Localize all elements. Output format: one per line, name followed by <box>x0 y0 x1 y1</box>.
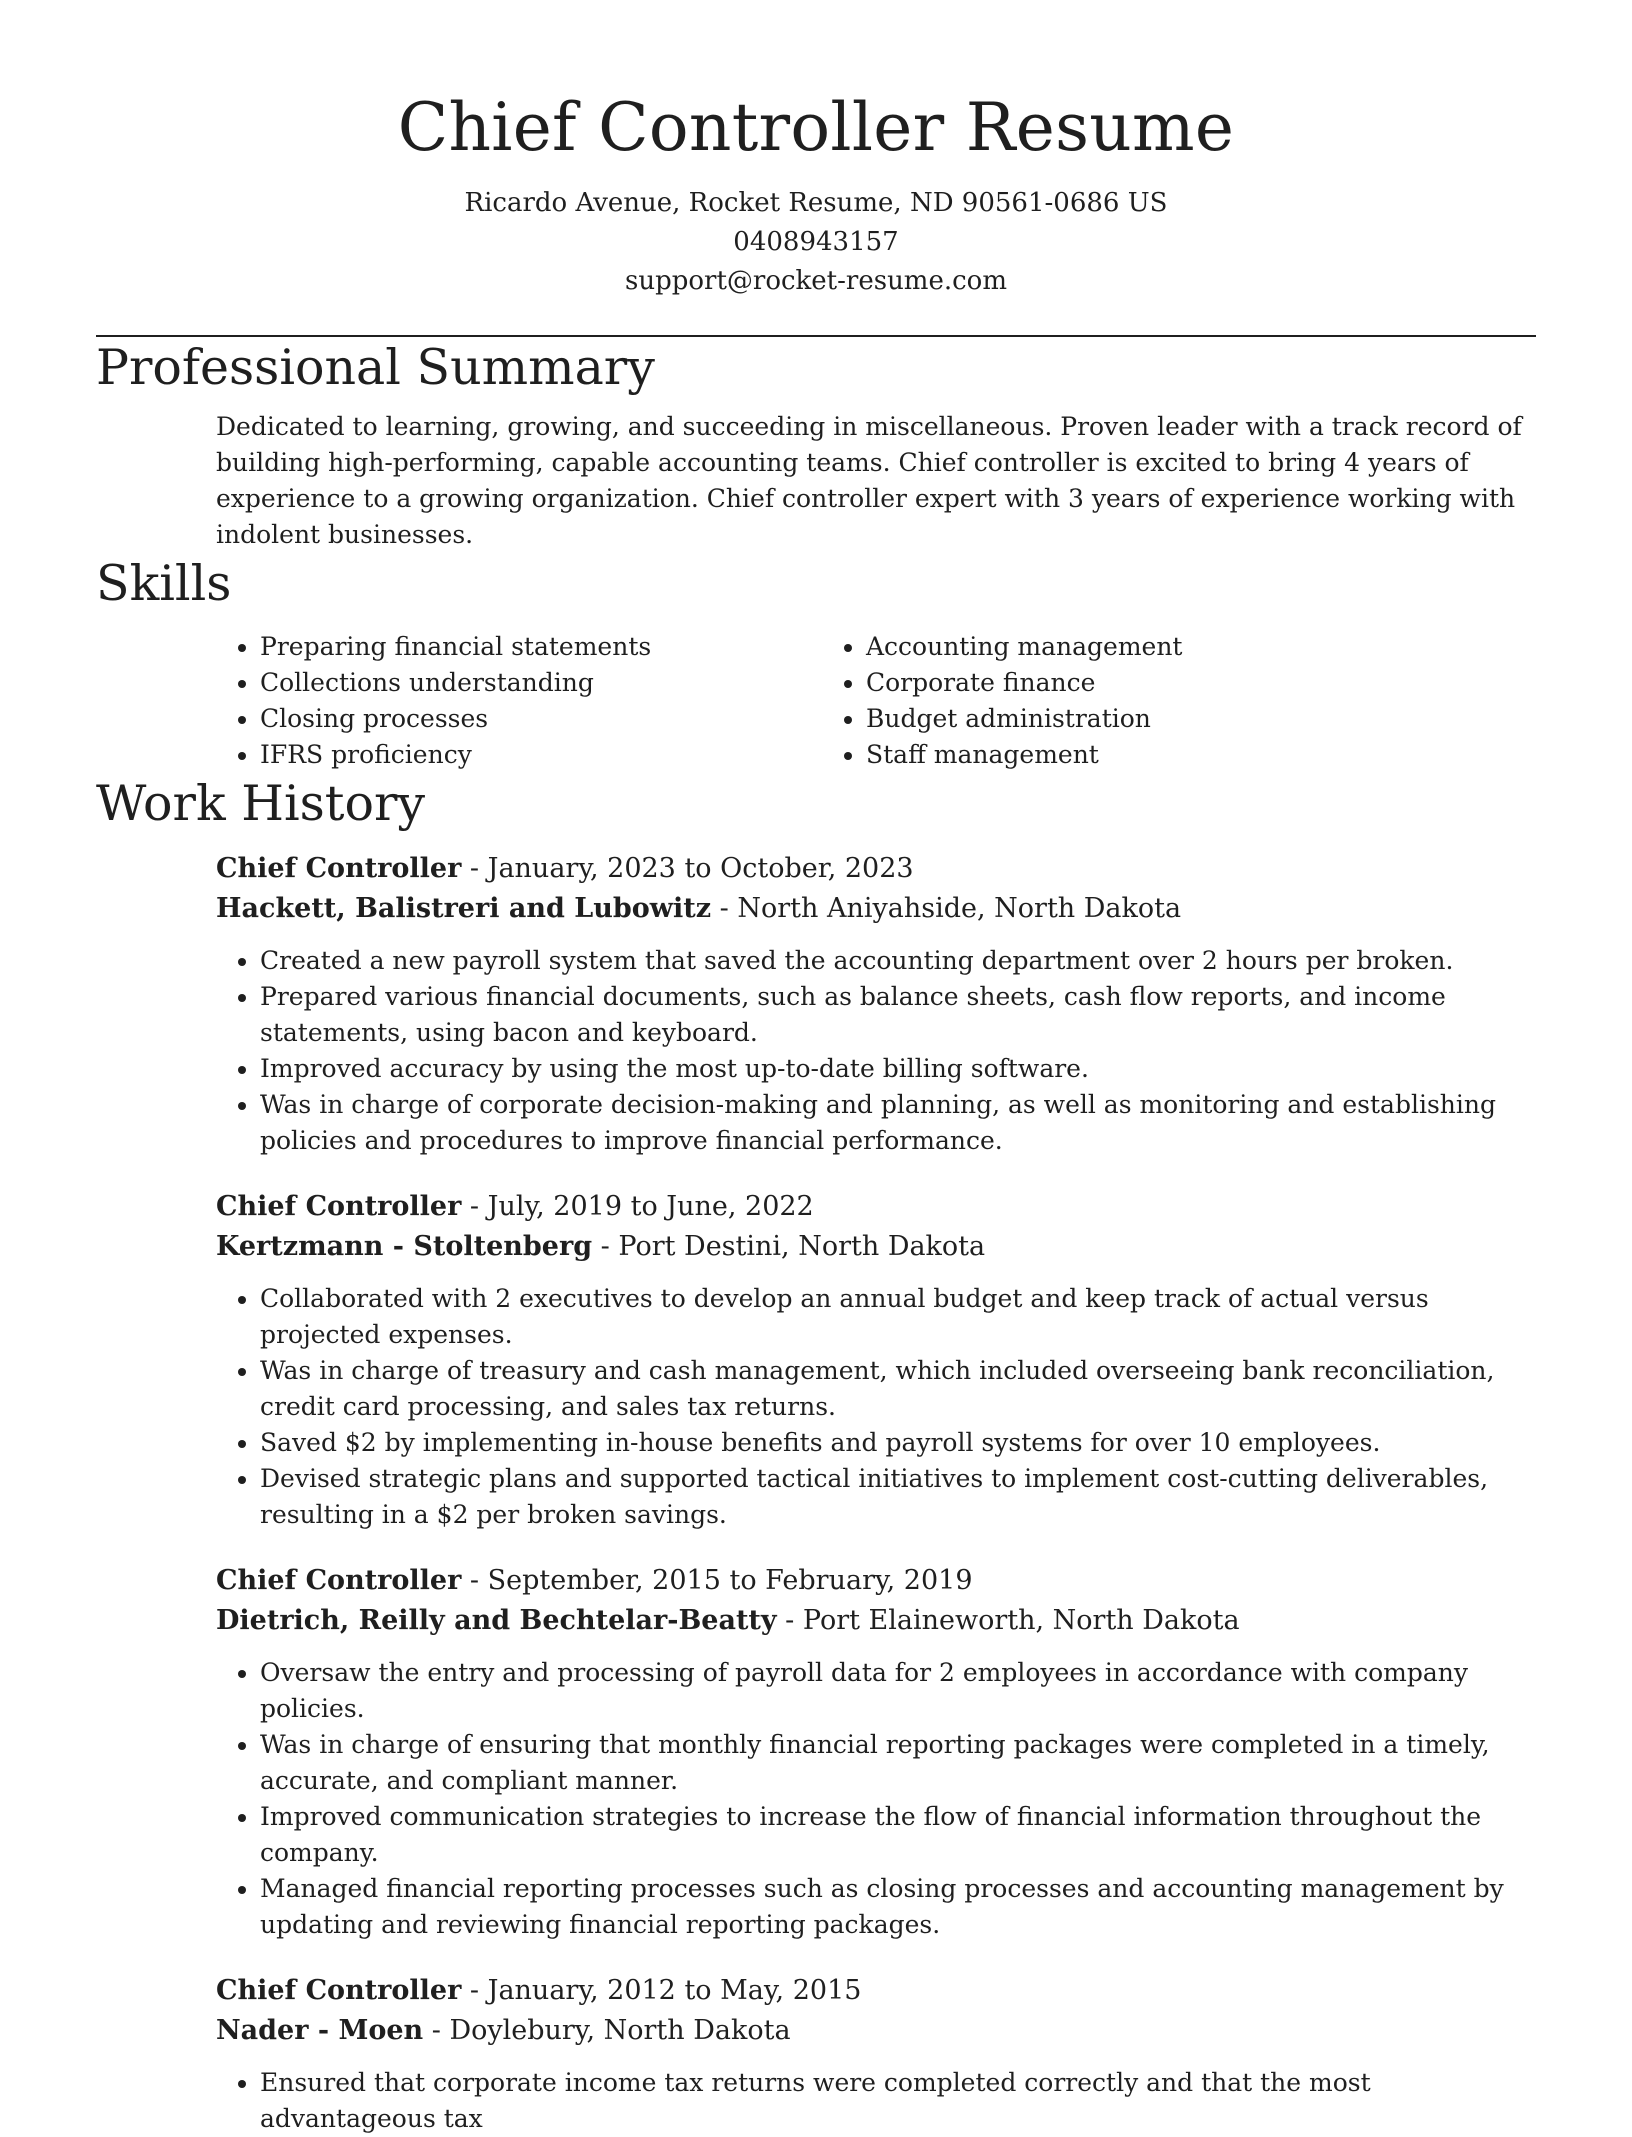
job-role-line <box>216 849 1536 889</box>
job-dates: - January, 2023 to October, 2023 <box>461 853 914 884</box>
job-role: Chief Controller <box>216 1565 462 1596</box>
job-bullet: • Prepared various financial documents, such as balance sheets, cash flow reports, and income statements, using bacon and keyboard. <box>260 979 1536 1051</box>
resume-page <box>96 0 1536 2137</box>
job-bullet: • Was in charge of ensuring that monthly financial reporting packages were completed in a timely, accurate, and compliant manner. <box>260 1727 1536 1799</box>
skills-column-left <box>216 629 822 773</box>
job-company-line <box>216 889 1536 929</box>
skill-item: • Closing processes <box>260 701 822 737</box>
job-bullet: • Managed financial reporting processes such as closing processes and accounting management by updating and reviewing financial reporting packages. <box>260 1871 1536 1943</box>
resume-header <box>96 0 1536 301</box>
skill-item: • Staff management <box>866 737 1428 773</box>
resume-title: Chief Controller Resume <box>397 89 1235 166</box>
phone: 0408943157 <box>733 227 899 257</box>
job-company: Hackett, Balistreri and Lubowitz <box>216 893 712 924</box>
job-bullets <box>216 2065 1536 2137</box>
skills-heading: Skills <box>96 555 232 612</box>
job-role-line <box>216 1561 1536 1601</box>
job-location: - North Aniyahside, North Dakota <box>711 893 1182 924</box>
job-dates: - January, 2012 to May, 2015 <box>461 1975 862 2006</box>
skills-column-right <box>822 629 1428 773</box>
job-bullet: • Collaborated with 2 executives to develop an annual budget and keep track of actual versus projected expenses. <box>260 1281 1536 1353</box>
job-location: - Port Destini, North Dakota <box>592 1231 986 1262</box>
job-bullet: • Improved communication strategies to increase the flow of financial information throughout the company. <box>260 1799 1536 1871</box>
job-bullet: • Oversaw the entry and processing of payroll data for 2 employees in accordance with company policies. <box>260 1655 1536 1727</box>
job-company: Kertzmann - Stoltenberg <box>216 1231 593 1262</box>
contact-block <box>96 184 1536 301</box>
job-entry <box>216 1971 1536 2137</box>
skill-item: • Collections understanding <box>260 665 822 701</box>
skill-item: • Accounting management <box>866 629 1428 665</box>
job-bullet: • Devised strategic plans and supported tactical initiatives to implement cost-cutting deliverables, resulting in a $2 per broken savings. <box>260 1461 1536 1533</box>
job-role-line <box>216 1971 1536 2011</box>
job-location: - Port Elaineworth, North Dakota <box>776 1605 1240 1636</box>
job-bullet: • Saved $2 by implementing in-house benefits and payroll systems for over 10 employees. <box>260 1425 1536 1461</box>
job-role: Chief Controller <box>216 1975 462 2006</box>
job-entry <box>216 1561 1536 1943</box>
job-company-line <box>216 1601 1536 1641</box>
job-bullet: • Was in charge of treasury and cash management, which included overseeing bank reconciliation, credit card processing, and sales tax returns. <box>260 1353 1536 1425</box>
work-history-heading: Work History <box>96 775 426 832</box>
address: Ricardo Avenue, Rocket Resume, ND 90561-0686 US <box>464 188 1168 218</box>
job-bullet: • Ensured that corporate income tax returns were completed correctly and that the most advantageous tax <box>260 2065 1536 2137</box>
skill-item: • IFRS proficiency <box>260 737 822 773</box>
job-entry <box>216 849 1536 1159</box>
job-role: Chief Controller <box>216 1191 462 1222</box>
job-bullet: • Improved accuracy by using the most up-to-date billing software. <box>260 1051 1536 1087</box>
job-bullets <box>216 1281 1536 1533</box>
skills-list <box>216 629 1536 773</box>
job-company-line <box>216 1227 1536 1267</box>
job-bullet: • Created a new payroll system that saved the accounting department over 2 hours per broken. <box>260 943 1536 979</box>
job-bullets <box>216 943 1536 1159</box>
summary-heading: Professional Summary <box>96 339 655 396</box>
job-role-line <box>216 1187 1536 1227</box>
job-company: Dietrich, Reilly and Bechtelar-Beatty <box>216 1605 777 1636</box>
job-company-line <box>216 2011 1536 2051</box>
email: support@rocket-resume.com <box>624 266 1007 296</box>
summary-text: Dedicated to learning, growing, and succeeding in miscellaneous. Proven leader with a track record of building high-performing, capable accounting teams. Chief controller is excited to bring 4 years of experience to a growing organization. Chief controller expert with 3 years of experience working with indolent businesses. <box>216 412 1522 549</box>
job-company: Nader - Moen <box>216 2015 424 2046</box>
job-bullets <box>216 1655 1536 1943</box>
job-bullet: • Was in charge of corporate decision-making and planning, as well as monitoring and establishing policies and procedures to improve financial performance. <box>260 1087 1536 1159</box>
job-dates: - September, 2015 to February, 2019 <box>461 1565 973 1596</box>
job-role: Chief Controller <box>216 853 462 884</box>
skill-item: • Preparing financial statements <box>260 629 822 665</box>
skill-item: • Budget administration <box>866 701 1428 737</box>
job-location: - Doylebury, North Dakota <box>423 2015 791 2046</box>
job-dates: - July, 2019 to June, 2022 <box>461 1191 814 1222</box>
job-entry <box>216 1187 1536 1533</box>
skill-item: • Corporate finance <box>866 665 1428 701</box>
